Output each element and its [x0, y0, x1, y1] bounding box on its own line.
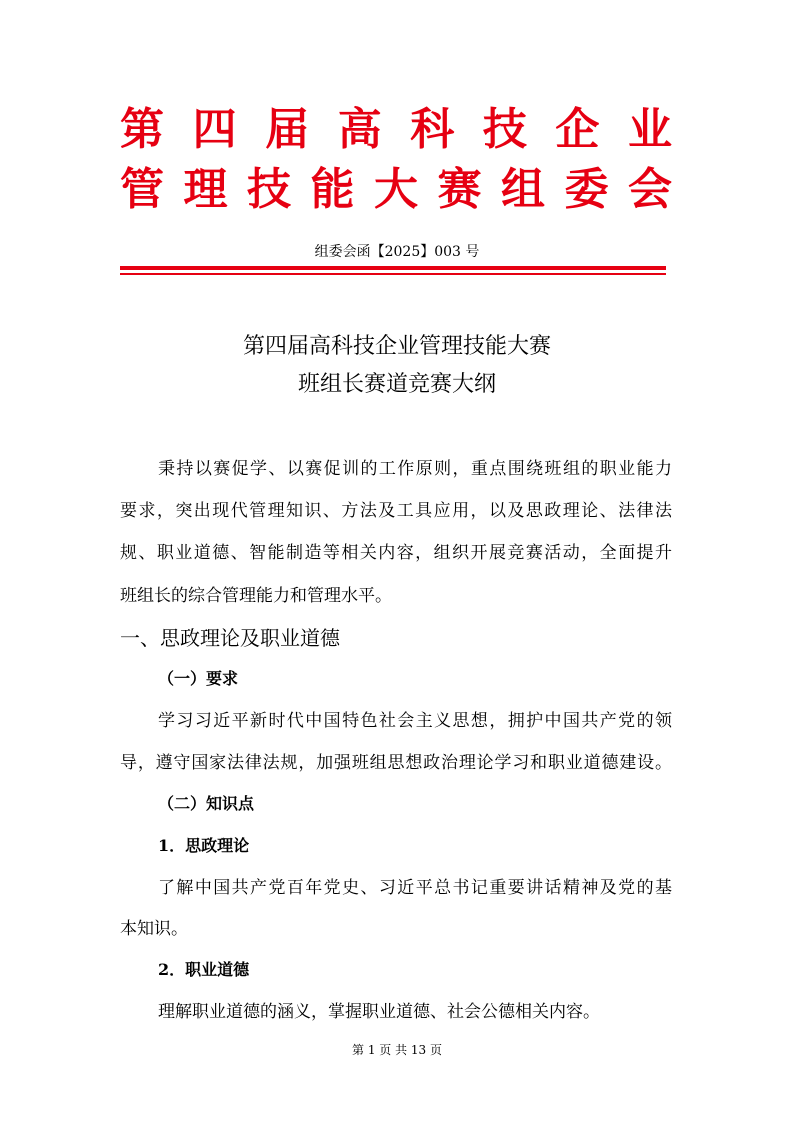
letterhead-line-1: 第 四 届 高 科 技 企 业: [120, 104, 672, 155]
page-number-footer: 第 1 页 共 13 页: [352, 1043, 442, 1057]
item-heading-political-theory: 1．思政理论: [158, 836, 250, 855]
professional-ethics-paragraph-line: 理解职业道德的涵义，掌握职业道德、社会公德相关内容。: [158, 1002, 600, 1022]
letterhead-line-2: 管 理 技 能 大 赛 组 委 会: [120, 164, 672, 215]
political-theory-paragraph-line: 本知识。: [120, 919, 188, 939]
requirements-paragraph-line: 导，遵守国家法律法规，加强班组思想政治理论学习和职业道德建设。: [120, 753, 672, 773]
red-divider-thin: [120, 273, 666, 275]
intro-paragraph-line: 班组长的综合管理能力和管理水平。: [120, 586, 392, 606]
document-number: 组委会函【2025】003 号: [314, 244, 480, 260]
intro-paragraph-line: 规、职业道德、智能制造等相关内容，组织开展竞赛活动，全面提升: [120, 543, 672, 563]
subsection-heading-knowledge: （二）知识点: [158, 794, 255, 813]
red-divider-thick: [120, 266, 666, 270]
political-theory-paragraph-line: 了解中国共产党百年党史、习近平总书记重要讲话精神及党的基: [158, 878, 672, 898]
section-heading: 一、思政理论及职业道德: [120, 626, 340, 650]
document-title-line-1: 第四届高科技企业管理技能大赛: [242, 334, 551, 359]
item-heading-professional-ethics: 2．职业道德: [158, 960, 250, 979]
document-title-line-2: 班组长赛道竞赛大纲: [297, 372, 496, 397]
intro-paragraph-line: 要求，突出现代管理知识、方法及工具应用，以及思政理论、法律法: [120, 501, 672, 521]
subsection-heading-requirements: （一）要求: [158, 669, 239, 688]
intro-paragraph-line: 秉持以赛促学、以赛促训的工作原则，重点围绕班组的职业能力: [158, 459, 672, 479]
requirements-paragraph-line: 学习习近平新时代中国特色社会主义思想，拥护中国共产党的领: [158, 711, 672, 731]
